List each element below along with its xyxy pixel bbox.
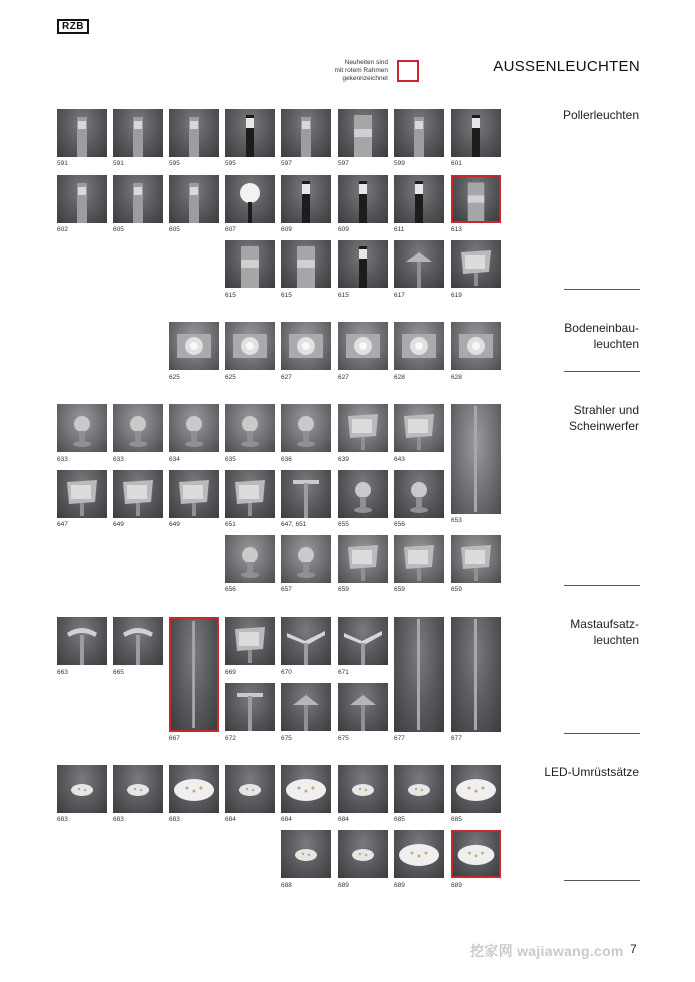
- product-number: 671: [338, 669, 349, 676]
- product-image: [451, 109, 501, 157]
- product-number: 659: [394, 586, 405, 593]
- new-item-frame-legend: [397, 60, 419, 82]
- product-number: 591: [113, 160, 124, 167]
- product-number: 659: [338, 586, 349, 593]
- product-image: [281, 683, 331, 731]
- product-number: 677: [394, 735, 405, 742]
- product-image: [338, 175, 388, 223]
- product-number: 659: [451, 586, 462, 593]
- product-image: [169, 404, 219, 452]
- product-number: 595: [225, 160, 236, 167]
- product-number: 669: [225, 669, 236, 676]
- product-image: [225, 109, 275, 157]
- product-number: 634: [169, 456, 180, 463]
- product-number: 602: [57, 226, 68, 233]
- product-image: [281, 175, 331, 223]
- page-title: AUSSENLEUCHTEN: [493, 58, 640, 75]
- product-image: [338, 404, 388, 452]
- product-image: [57, 617, 107, 665]
- product-image: [57, 765, 107, 813]
- product-image: [338, 617, 388, 665]
- section-title-strahler: Strahler und Scheinwerfer: [568, 403, 639, 433]
- product-image: [394, 765, 444, 813]
- note-line: gekennzeichnet: [342, 75, 388, 82]
- product-number: 615: [281, 292, 292, 299]
- watermark: 挖家网 wajiawang.com: [470, 943, 624, 959]
- product-image: [169, 175, 219, 223]
- product-number: 611: [394, 226, 405, 233]
- product-number: 625: [225, 374, 236, 381]
- product-number: 627: [338, 374, 349, 381]
- product-number: 628: [451, 374, 462, 381]
- product-image: [394, 535, 444, 583]
- product-image: [338, 470, 388, 518]
- product-number: 649: [113, 521, 124, 528]
- product-image: [394, 617, 444, 732]
- product-image: [451, 535, 501, 583]
- product-number: 689: [394, 882, 405, 889]
- product-image: [451, 617, 501, 732]
- product-image: [281, 470, 331, 518]
- product-number: 647: [57, 521, 68, 528]
- product-image: [113, 109, 163, 157]
- product-image: [338, 765, 388, 813]
- product-number: 627: [281, 374, 292, 381]
- product-number: 684: [281, 816, 292, 823]
- product-number: 601: [451, 160, 462, 167]
- product-image: [281, 617, 331, 665]
- product-number: 619: [451, 292, 462, 299]
- product-image: [451, 404, 501, 514]
- product-image: [451, 240, 501, 288]
- product-number: 633: [113, 456, 124, 463]
- product-number: 609: [281, 226, 292, 233]
- product-image: [338, 535, 388, 583]
- product-number: 677: [451, 735, 462, 742]
- product-image: [394, 240, 444, 288]
- note-line: mit rotem Rahmen: [334, 67, 388, 74]
- product-number: 667: [169, 735, 180, 742]
- product-image: [281, 322, 331, 370]
- product-number: 591: [57, 160, 68, 167]
- note-line: Neuheiten sind: [344, 59, 388, 66]
- product-number: 672: [225, 735, 236, 742]
- product-image: [225, 535, 275, 583]
- product-number: 656: [394, 521, 405, 528]
- product-image: [57, 109, 107, 157]
- product-number: 647, 651: [281, 521, 307, 528]
- product-image: [113, 765, 163, 813]
- product-image: [225, 240, 275, 288]
- product-number: 599: [394, 160, 405, 167]
- product-image: [57, 175, 107, 223]
- product-number: 675: [338, 735, 349, 742]
- product-number: 633: [57, 456, 68, 463]
- product-number: 670: [281, 669, 292, 676]
- product-image: [225, 617, 275, 665]
- product-number: 607: [225, 226, 236, 233]
- product-image: [451, 175, 501, 223]
- product-image: [57, 404, 107, 452]
- product-image: [225, 683, 275, 731]
- section-rule: [564, 733, 640, 734]
- product-number: 605: [169, 226, 180, 233]
- product-number: 683: [169, 816, 180, 823]
- product-number: 625: [169, 374, 180, 381]
- product-number: 665: [113, 669, 124, 676]
- product-image: [113, 617, 163, 665]
- product-number: 595: [169, 160, 180, 167]
- product-number: 635: [225, 456, 236, 463]
- product-number: 651: [225, 521, 236, 528]
- product-image: [394, 470, 444, 518]
- product-number: 688: [281, 882, 292, 889]
- product-image: [338, 322, 388, 370]
- section-rule: [564, 880, 640, 881]
- product-image: [394, 175, 444, 223]
- product-image: [281, 830, 331, 878]
- product-image: [225, 322, 275, 370]
- product-number: 656: [225, 586, 236, 593]
- product-image: [113, 404, 163, 452]
- product-image: [281, 535, 331, 583]
- product-image: [281, 109, 331, 157]
- product-number: 683: [57, 816, 68, 823]
- product-image: [281, 765, 331, 813]
- section-title-led: LED-Umrüstsätze: [544, 765, 639, 779]
- product-image: [225, 470, 275, 518]
- product-image: [338, 830, 388, 878]
- product-image: [338, 683, 388, 731]
- product-number: 684: [338, 816, 349, 823]
- product-image: [113, 470, 163, 518]
- product-number: 613: [451, 226, 462, 233]
- product-number: 653: [451, 517, 462, 524]
- product-image: [113, 175, 163, 223]
- section-rule: [564, 371, 640, 372]
- product-image: [281, 240, 331, 288]
- product-image: [394, 404, 444, 452]
- product-number: 655: [338, 521, 349, 528]
- product-number: 597: [338, 160, 349, 167]
- product-number: 689: [338, 882, 349, 889]
- product-number: 685: [394, 816, 405, 823]
- product-number: 663: [57, 669, 68, 676]
- product-number: 675: [281, 735, 292, 742]
- product-image: [169, 765, 219, 813]
- product-number: 617: [394, 292, 405, 299]
- product-number: 643: [394, 456, 405, 463]
- product-image: [225, 765, 275, 813]
- product-image: [225, 175, 275, 223]
- section-title-mastaufsatz: Mastaufsatz- leuchten: [570, 617, 639, 647]
- section-title-bodeneinbau: Bodeneinbau- leuchten: [564, 321, 639, 351]
- product-number: 649: [169, 521, 180, 528]
- product-number: 615: [338, 292, 349, 299]
- product-image: [394, 109, 444, 157]
- product-number: 597: [281, 160, 292, 167]
- product-number: 639: [338, 456, 349, 463]
- product-image: [169, 470, 219, 518]
- product-image: [394, 830, 444, 878]
- product-image: [451, 830, 501, 878]
- product-image: [338, 109, 388, 157]
- product-image: [57, 470, 107, 518]
- section-rule: [564, 585, 640, 586]
- product-number: 615: [225, 292, 236, 299]
- product-image: [281, 404, 331, 452]
- page-number: 7: [630, 942, 637, 956]
- section-rule: [564, 289, 640, 290]
- product-number: 657: [281, 586, 292, 593]
- product-number: 605: [113, 226, 124, 233]
- product-number: 689: [451, 882, 462, 889]
- product-number: 683: [113, 816, 124, 823]
- product-image: [394, 322, 444, 370]
- section-title-poller: Pollerleuchten: [562, 108, 639, 122]
- product-image: [338, 240, 388, 288]
- brand-logo: RZB: [57, 19, 89, 34]
- product-image: [169, 109, 219, 157]
- product-image: [451, 765, 501, 813]
- product-image: [451, 322, 501, 370]
- new-items-note: [300, 59, 388, 83]
- product-image: [225, 404, 275, 452]
- product-image: [169, 322, 219, 370]
- product-image: [169, 617, 219, 732]
- product-number: 685: [451, 816, 462, 823]
- product-number: 636: [281, 456, 292, 463]
- product-number: 609: [338, 226, 349, 233]
- product-number: 628: [394, 374, 405, 381]
- product-number: 684: [225, 816, 236, 823]
